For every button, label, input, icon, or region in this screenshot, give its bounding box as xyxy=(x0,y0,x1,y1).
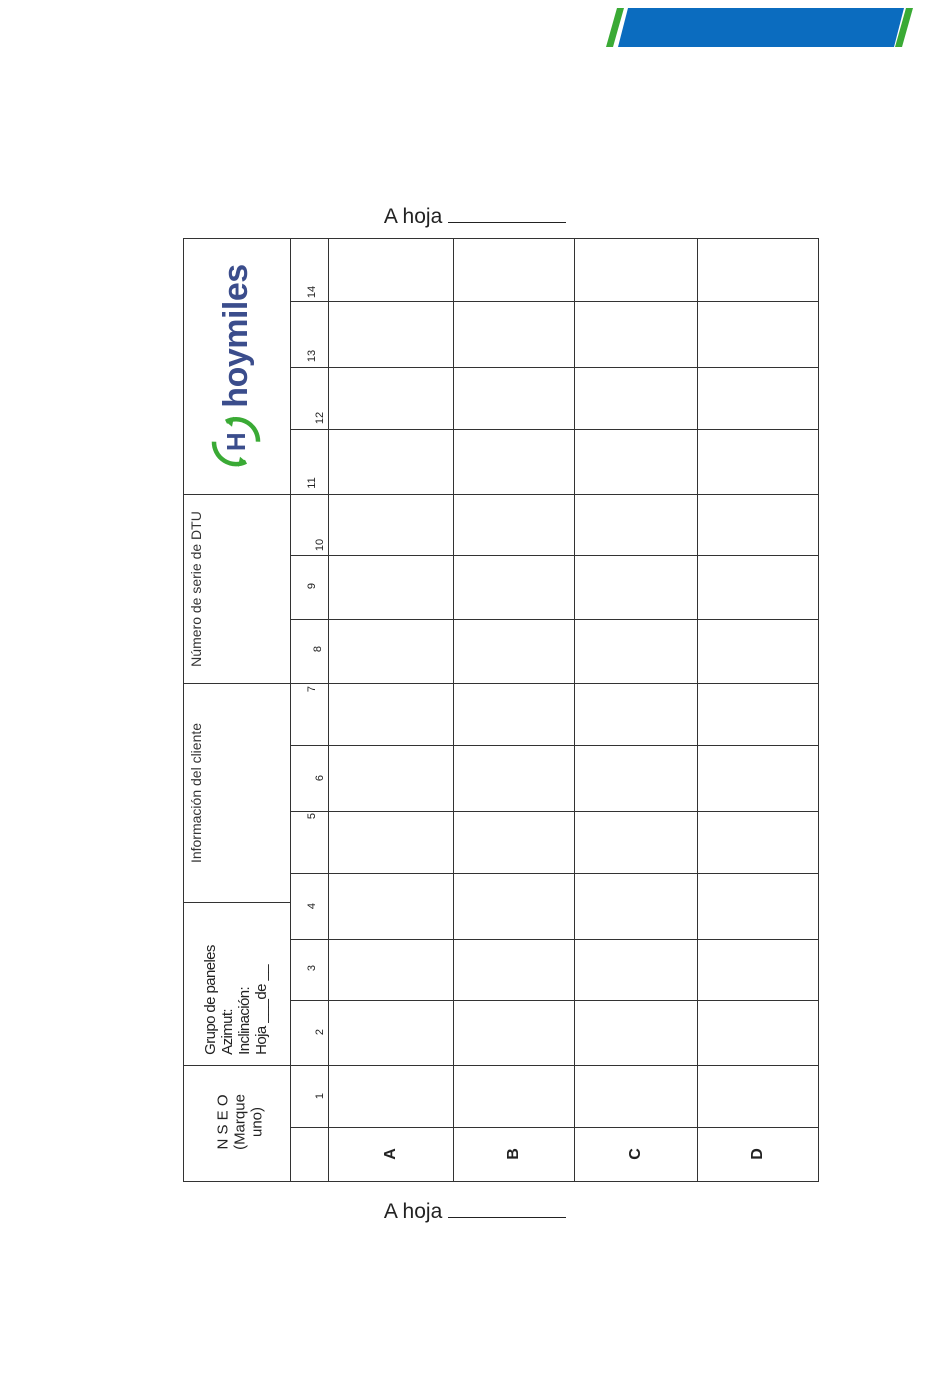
row-divider xyxy=(290,367,818,368)
row-divider xyxy=(290,301,818,302)
row-number: 9 xyxy=(306,582,318,590)
row-divider xyxy=(290,811,818,812)
column-label: B xyxy=(504,1148,522,1160)
row-number: 6 xyxy=(314,774,326,782)
row-number: 11 xyxy=(306,477,318,489)
row-divider xyxy=(290,1000,818,1001)
row-divider xyxy=(290,745,818,746)
panel-group-label: Grupo de paneles Azimut: Inclinación: Hoja ___de __ xyxy=(202,945,270,1055)
row-divider xyxy=(290,683,818,684)
section-divider xyxy=(183,1065,290,1066)
sheet-ref-line xyxy=(448,1201,566,1218)
row-number: 1 xyxy=(314,1092,326,1100)
row-number: 3 xyxy=(306,964,318,972)
row-number: 4 xyxy=(306,902,318,910)
section-divider xyxy=(183,902,290,903)
row-number: 7 xyxy=(306,685,318,693)
row-divider xyxy=(290,939,818,940)
row-divider xyxy=(290,1065,818,1066)
column-divider xyxy=(328,238,329,1181)
column-label: A xyxy=(381,1148,399,1160)
row-divider xyxy=(290,429,818,430)
column-label: C xyxy=(626,1148,644,1160)
sheet-ref-top: A hoja xyxy=(0,205,950,229)
svg-text:H: H xyxy=(221,432,251,452)
customer-info-label: Información del cliente xyxy=(188,722,204,864)
row-number: 2 xyxy=(314,1028,326,1036)
row-number: 10 xyxy=(314,538,326,552)
table-border xyxy=(183,238,818,239)
header-banner xyxy=(0,0,950,60)
row-divider xyxy=(290,873,818,874)
row-number: 12 xyxy=(314,411,326,425)
row-divider xyxy=(290,1127,818,1128)
row-number: 8 xyxy=(312,645,324,653)
orientation-label: N S E O (Marque uno) xyxy=(214,1094,266,1150)
row-number: 13 xyxy=(306,349,318,363)
column-label: D xyxy=(748,1148,766,1160)
table-border xyxy=(818,238,819,1181)
sheet-ref-bottom: A hoja xyxy=(0,1200,950,1224)
table-border xyxy=(183,1181,819,1182)
row-divider xyxy=(290,619,818,620)
column-divider xyxy=(453,238,454,1181)
dtu-serial-label: Número de serie de DTU xyxy=(188,511,204,667)
row-divider xyxy=(290,494,818,495)
number-column-border xyxy=(290,238,291,1181)
table-border xyxy=(183,238,184,1181)
brand-logo xyxy=(210,264,262,467)
brand-name: hoymiles xyxy=(216,264,255,408)
section-divider xyxy=(183,494,290,495)
column-divider xyxy=(697,238,698,1181)
column-divider xyxy=(574,238,575,1181)
hoymiles-icon xyxy=(210,416,262,468)
section-divider xyxy=(183,683,290,684)
sheet-ref-line xyxy=(448,206,566,223)
row-divider xyxy=(290,555,818,556)
row-number: 5 xyxy=(306,812,318,820)
row-number: 14 xyxy=(306,285,318,299)
